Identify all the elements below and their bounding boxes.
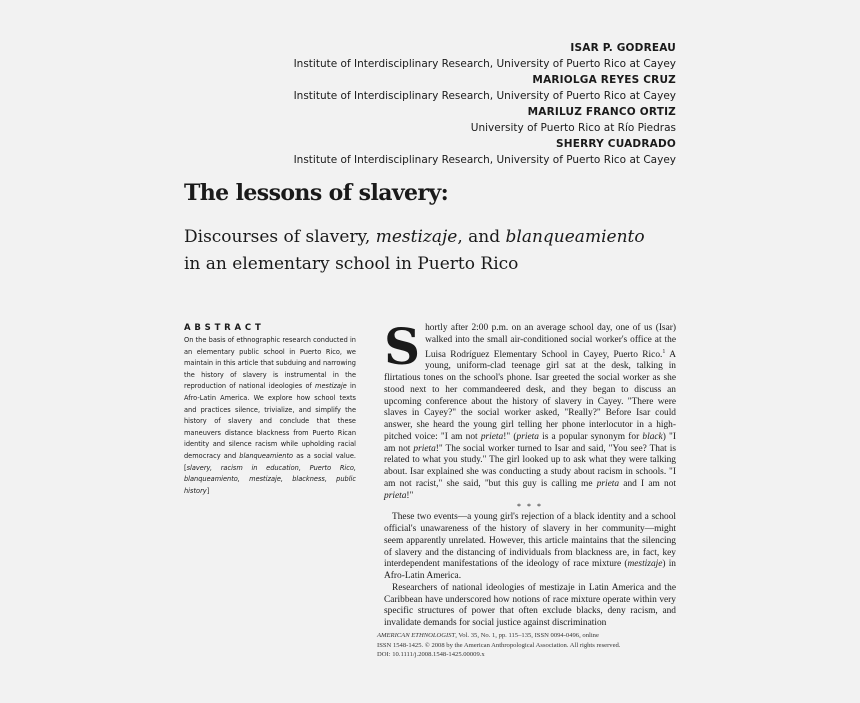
subtitle-italic: mestizaje — [375, 227, 458, 247]
abstract-span: in Afro-Latin America. We explore how school texts and practices silence, trivialize, and simplify the history of slavery and conclude that these maneuvers distance blackness from Puerto Rican identity and silence racism while upholding racial democracy and — [184, 382, 356, 460]
citation-text: , Vol. 35, No. 1, pp. 115–135, ISSN 0094-0496, online — [455, 632, 599, 639]
section-separator: * * * — [517, 502, 543, 512]
author-block — [236, 40, 676, 168]
body-span: !" — [406, 490, 414, 501]
subtitle-line-1 — [184, 224, 645, 251]
abstract-span: On the basis of ethnographic research conducted in an elementary public school in Puerto Rico, we maintain in this article that subduing and narrowing the history of slavery is instrumental in the reproduction of national ideologies of — [184, 336, 356, 391]
body-italic: mestizaje — [627, 559, 663, 570]
drop-cap: S — [384, 317, 421, 376]
body-span: ) "I am not — [384, 431, 676, 454]
body-paragraph: Researchers of national ideologies of mestizaje in Latin America and the Caribbean have underscored how notions of race mixture operate within very specific structures of power that often exclude blacks, deny racism, and invalidate demands for social justice against discrimination — [384, 582, 676, 629]
body-italic: prieta — [596, 478, 620, 489]
author-affiliation: Institute of Interdisciplinary Research, University of Puerto Rico at Cayey — [293, 90, 676, 102]
body-span: !" ( — [503, 431, 517, 442]
author-name: MARIOLGA REYES CRUZ — [532, 74, 676, 86]
author-name: SHERRY CUADRADO — [556, 138, 676, 150]
body-italic: black — [642, 431, 663, 442]
body-span: and I am not — [619, 478, 677, 489]
article-title: The lessons of slavery: — [184, 180, 449, 206]
body-italic: prieta — [480, 431, 504, 442]
body-span: These two events—a young girl's rejection of a black identity and a school official's unawareness of the history of slavery in her community—might seem apparently unrelated. However, this article maintains that the silencing of slavery and the distancing of individuals from blackness are, in fact, key interdependent manifestations of the ideology of race mixture ( — [384, 512, 676, 570]
article-subtitle — [184, 224, 645, 278]
abstract-italic: mestizaje — [315, 382, 347, 391]
body-span: A young, uniform-clad teenage girl sat at the desk, talking in flirtatious tones on the school's phone. Isar greeted the social worker as she stood next to her commandeered desk, and they began to discuss an upcoming conference about the history of slavery in Cayey. "There were slaves in Cayey?" the social worker asked, "Really?" Before Isar could answer, she heard the young girl telling her phone interlocutor in a high-pitched voice: "I am not — [384, 349, 676, 442]
author-name: MARILUZ FRANCO ORTIZ — [527, 106, 676, 118]
body-paragraph — [384, 317, 677, 502]
abstract-italic: blanqueamiento — [239, 451, 294, 460]
abstract-heading: ABSTRACT — [184, 323, 265, 333]
body-italic: prieta — [413, 443, 436, 454]
author-name: ISAR P. GODREAU — [570, 42, 676, 54]
abstract — [184, 323, 356, 497]
citation-line-1 — [377, 631, 677, 641]
subtitle-text: Discourses of slavery, — [184, 227, 376, 247]
citation-footer — [377, 631, 677, 660]
body-span: !" The social worker turned to Isar and said, "You see? That is related to what you study." The girl looked up to ask what they were talking about. Isar explained she was conducting a study about racism in schools. "I am not racist," she said, "but this guy is calling me — [384, 443, 676, 489]
abstract-text — [184, 335, 356, 497]
subtitle-line-2: in an elementary school in Puerto Rico — [184, 254, 519, 274]
subtitle-text: , and — [457, 227, 506, 247]
abstract-span: ] — [206, 486, 210, 495]
author-affiliation: Institute of Interdisciplinary Research, University of Puerto Rico at Cayey — [293, 154, 676, 166]
body-span: is a popular synonym for — [538, 431, 643, 442]
citation-line-3: DOI: 10.1111/j.2008.1548-1425.00009.x — [377, 651, 485, 659]
abstract-keywords: slavery, racism in education, Puerto Rico, blanqueamiento, mestizaje, blackness, public history — [184, 463, 356, 495]
body-italic: prieta — [516, 431, 539, 442]
body-span: hortly after 2:00 p.m. on an average school day, one of us (Isar) walked into the small air-conditioned social worker's office at the Luisa Rodríguez Elementary School in Cayey, Puerto Rico. — [425, 323, 676, 360]
author-affiliation: Institute of Interdisciplinary Research, University of Puerto Rico at Cayey — [293, 58, 676, 70]
body-italic: prieta — [384, 490, 407, 501]
body-span: ) in Afro-Latin America. — [384, 559, 676, 582]
article-body — [384, 317, 677, 630]
author-affiliation: University of Puerto Rico at Río Piedras — [470, 122, 676, 134]
citation-line-2: ISSN 1548-1425. © 2008 by the American Anthropological Association. All rights reserved. — [377, 641, 621, 649]
journal-name: AMERICAN ETHNOLOGIST — [377, 632, 456, 639]
footnote-marker: 1 — [662, 348, 666, 355]
abstract-span: as a social value. [ — [184, 451, 356, 472]
subtitle-italic: blanqueamiento — [505, 227, 645, 247]
body-paragraph — [384, 512, 676, 583]
